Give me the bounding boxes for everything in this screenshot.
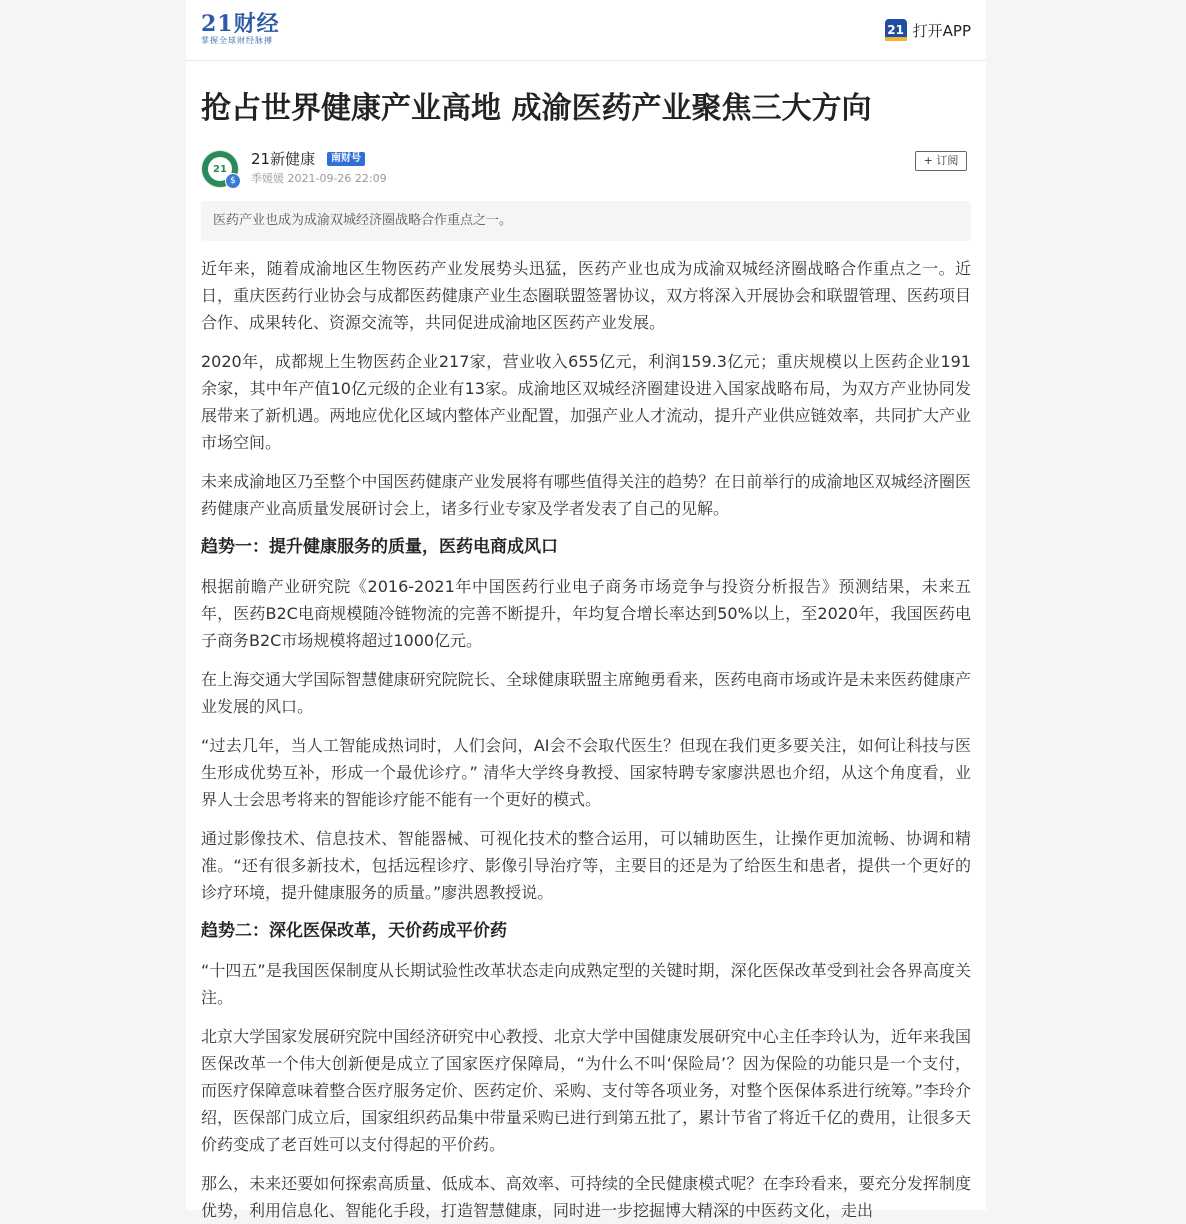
top-bar <box>186 0 986 61</box>
subscribe-button[interactable]: + 订阅 <box>915 151 967 171</box>
paragraph: 在上海交通大学国际智慧健康研究院院长、全球健康联盟主席鲍勇看来，医药电商市场或许是未来医药健康产业发展的风口。 <box>201 670 971 716</box>
article-summary: 医药产业也成为成渝双城经济圈战略合作重点之一。 <box>201 201 971 241</box>
verified-badge-icon: $ <box>225 173 241 189</box>
author-tag-badge: 南财号 <box>327 152 365 166</box>
paragraph: 那么，未来还要如何探索高质量、低成本、高效率、可持续的全民健康模式呢？在李玲看来，要充分发挥制度优势，利用信息化、智能化手段，打造智慧健康，同时进一步挖掘博大精深的中医药文化，走出 <box>201 1174 971 1220</box>
avatar[interactable] <box>201 150 239 188</box>
article-title: 抢占世界健康产业高地 成渝医药产业聚焦三大方向 <box>201 91 872 126</box>
paragraph: 未来成渝地区乃至整个中国医药健康产业发展将有哪些值得关注的趋势？在日前举行的成渝地区双城经济圈医药健康产业高质量发展研讨会上，诸多行业专家及学者发表了自己的见解。 <box>201 472 971 518</box>
author-meta: 季媛媛 2021-09-26 22:09 <box>251 172 387 185</box>
open-app-button[interactable] <box>885 18 971 42</box>
paragraph: 北京大学国家发展研究院中国经济研究中心教授、北京大学中国健康发展研究中心主任李玲认为，近年来我国医保改革一个伟大创新便是成立了国家医疗保障局，“为什么不叫‘保险局’？因为保险的功能只是一个支付，而医疗保障意味着整合医疗服务定价、医药定价、采购、支付等各项业务，对整个医保体系进行统筹。”李玲介绍，医保部门成立后，国家组织药品集中带量采购已进行到第五批了，累计节省了将近千亿的费用，让很多天价药变成了老百姓可以支付得起的平价药。 <box>201 1027 971 1154</box>
paragraph: 2020年，成都规上生物医药企业217家，营业收入655亿元，利润159.3亿元；重庆规模以上医药企业191余家，其中年产值10亿元级的企业有13家。成渝地区双城经济圈建设进入国家战略布局，为双方产业协同发展带来了新机遇。两地应优化区域内整体产业配置，加强产业人才流动，提升产业供应链效率，共同扩大产业市场空间。 <box>201 352 971 452</box>
section-heading: 趋势一：提升健康服务的质量，医药电商成风口 <box>201 537 558 557</box>
paragraph: “过去几年，当人工智能成热词时，人们会问，AI会不会取代医生？但现在我们更多要关注，如何让科技与医生形成优势互补，形成一个最优诊疗。” 清华大学终身教授、国家特聘专家廖洪恩也介绍，从这个角度看，业界人士会思考将来的智能诊疗能不能有一个更好的模式。 <box>201 736 971 809</box>
page <box>186 0 986 1220</box>
author-name[interactable]: 21新健康 <box>251 150 316 168</box>
paragraph: “十四五”是我国医保制度从长期试验性改革状态走向成熟定型的关键时期，深化医保改革受到社会各界高度关注。 <box>201 961 971 1007</box>
open-app-label: 打开APP <box>912 21 971 40</box>
paragraph: 通过影像技术、信息技术、智能器械、可视化技术的整合运用，可以辅助医生，让操作更加流畅、协调和精准。“还有很多新技术，包括远程诊疗、影像引导治疗等，主要目的还是为了给医生和患者，提供一个更好的诊疗环境，提升健康服务的质量。”廖洪恩教授说。 <box>201 829 971 902</box>
paragraph: 根据前瞻产业研究院《2016-2021年中国医药行业电子商务市场竞争与投资分析报告》预测结果，未来五年，医药B2C电商规模随冷链物流的完善不断提升，年均复合增长率达到50%以上，至2020年，我国医药电子商务B2C市场规模将超过1000亿元。 <box>201 577 971 650</box>
logo-text: 21财经 <box>201 11 280 37</box>
section-heading: 趋势二：深化医保改革，天价药成平价药 <box>201 921 507 941</box>
article-body <box>201 255 971 1224</box>
author-row <box>201 147 971 199</box>
avatar-logo: 21 <box>208 157 232 181</box>
logo-slogan: 掌握全球财经脉搏 <box>201 36 273 45</box>
app-logo-icon: 21 <box>885 19 907 41</box>
site-logo[interactable] <box>201 12 291 48</box>
paragraph: 近年来，随着成渝地区生物医药产业发展势头迅猛，医药产业也成为成渝双城经济圈战略合作重点之一。近日，重庆医药行业协会与成都医药健康产业生态圈联盟签署协议，双方将深入开展协会和联盟管理、医药项目合作、成果转化、资源交流等，共同促进成渝地区医药产业发展。 <box>201 259 971 332</box>
